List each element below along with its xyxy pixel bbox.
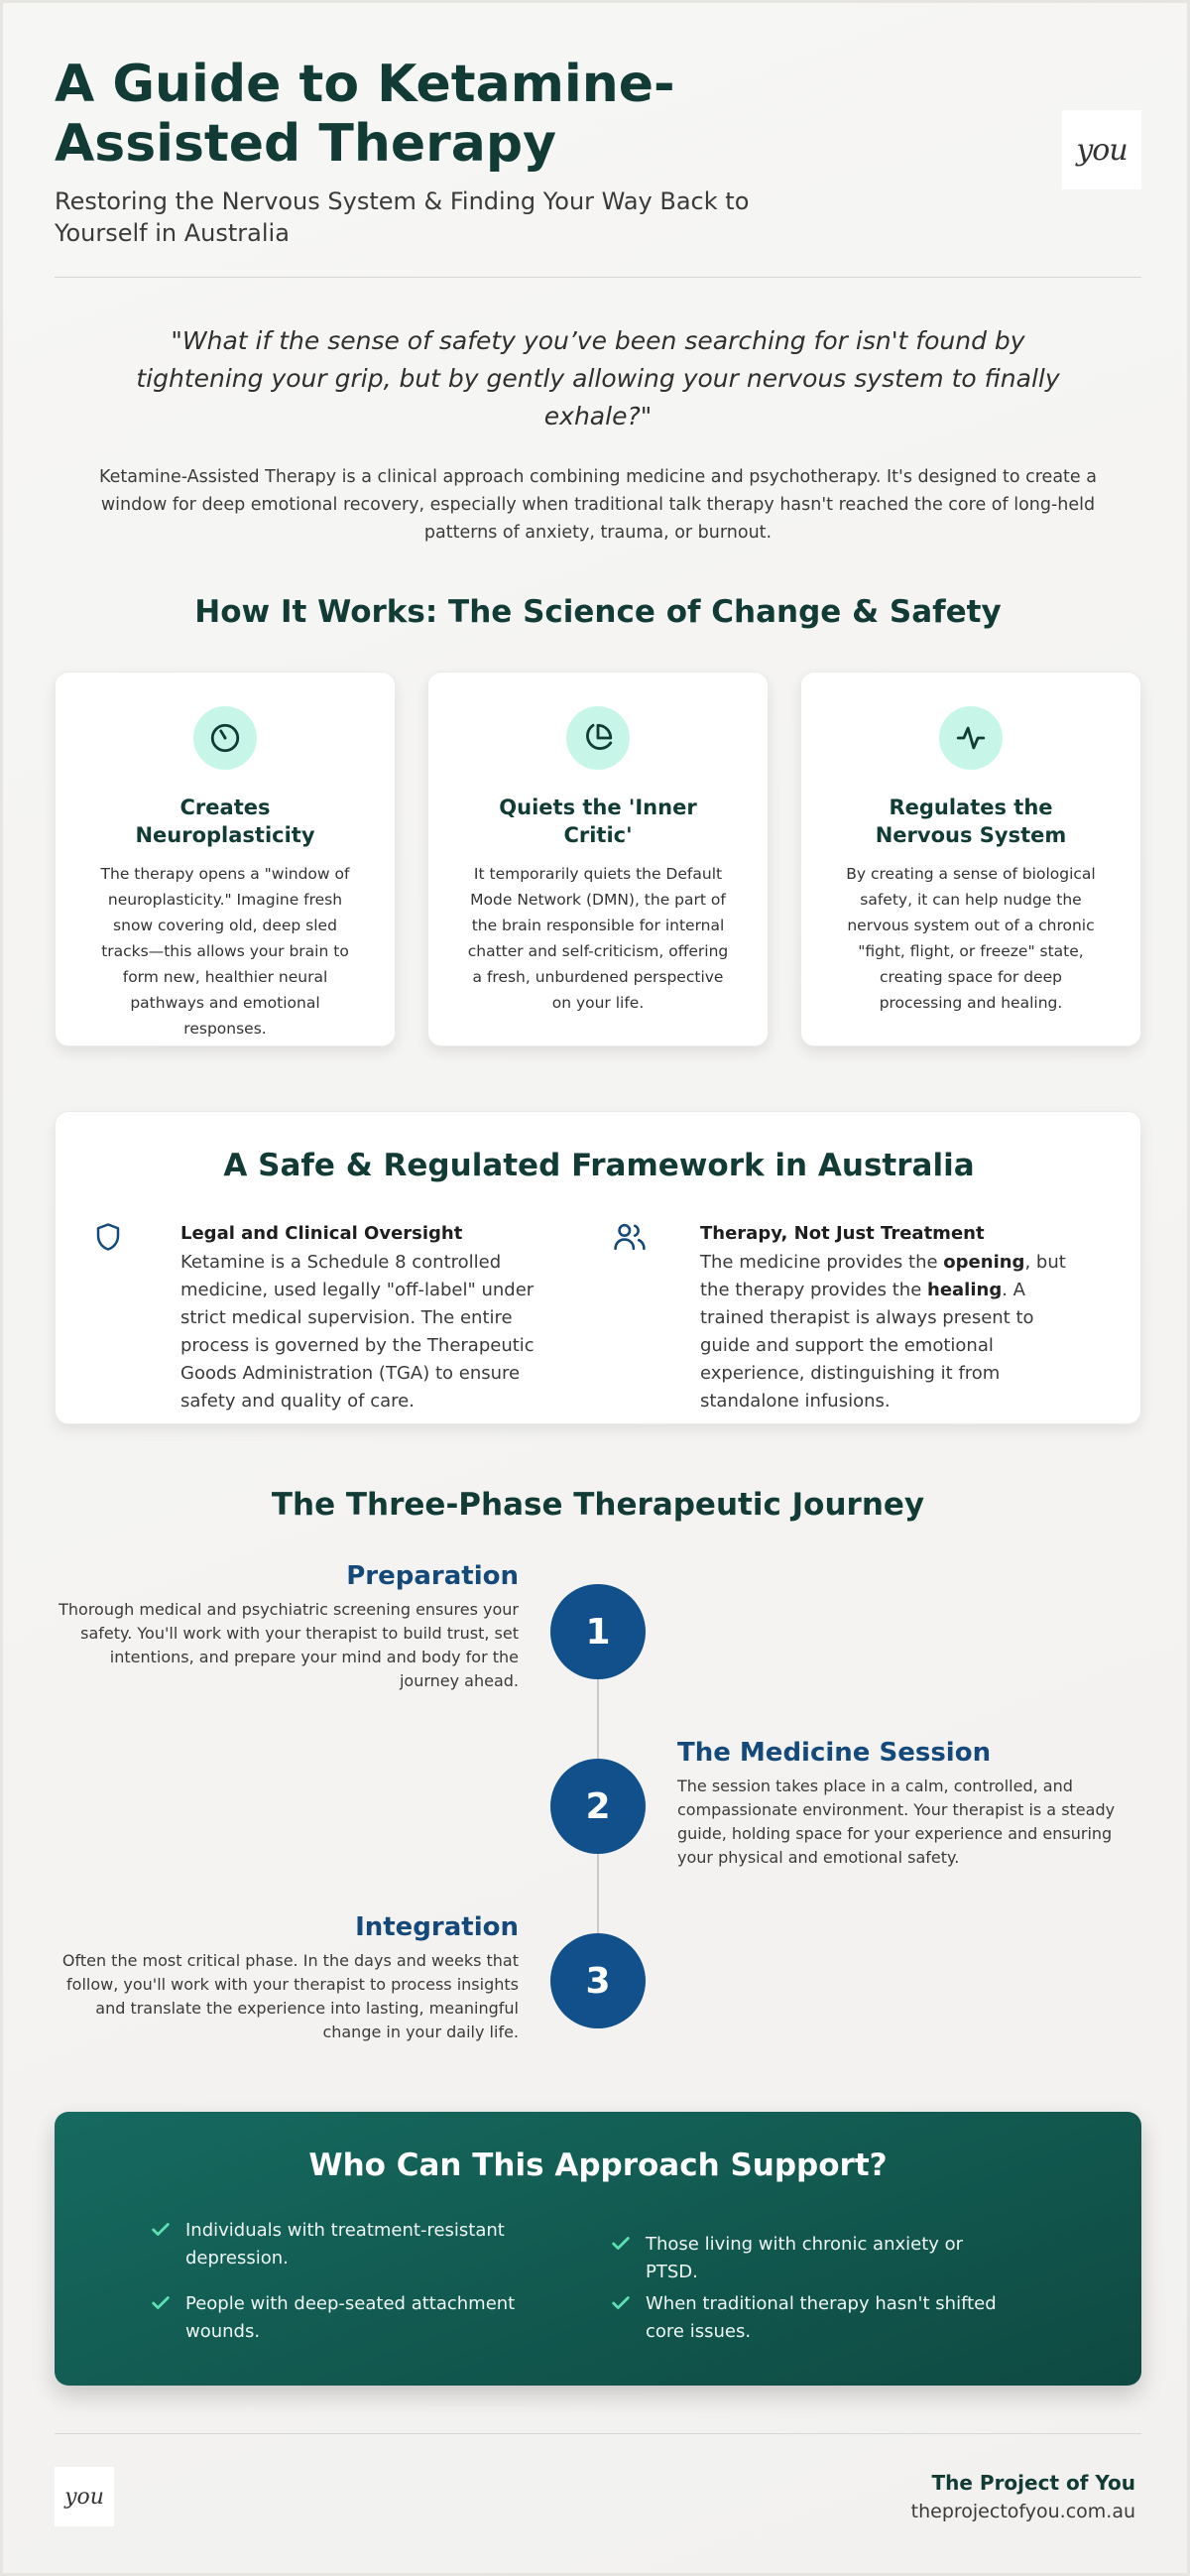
pie-chart-icon (566, 706, 630, 770)
footer-logo: you (55, 2467, 114, 2526)
card-text: The therapy opens a "window of neuroplasticity." Imagine fresh snow covering old, deep sled tracks—this allows your brain to form new, healthier neural pathways and emotional responses. (100, 865, 350, 1038)
phase-integration (55, 1911, 519, 2044)
phase-medicine-session (677, 1737, 1141, 1870)
intro-quote: "What if the sense of safety you’ve been searching for isn't found by tightening your grip, but by gently allowing your nervous system to finally exhale?" (136, 326, 1060, 430)
footer-website-link[interactable]: theprojectofyou.com.au (910, 2501, 1135, 2522)
framework-therapy (613, 1221, 1079, 1415)
journey-heading: The Three-Phase Therapeutic Journey (271, 1487, 925, 1523)
text-span: . A trained therapist is always present to guide and support the emotional experience, distinguishing it from standalone infusions. (700, 1280, 1034, 1411)
card-text: By creating a sense of biological safety, it can help nudge the nervous system out of a chronic "fight, flight, or freeze" state, creating space for deep processing and healing. (846, 865, 1096, 1012)
brand-logo: you (1062, 110, 1141, 189)
check-icon (610, 2290, 646, 2346)
intro-paragraph: Ketamine-Assisted Therapy is a clinical approach combining medicine and psychotherapy. It's designed to create a window for deep emotional recovery, especially when traditional talk therapy hasn't reached the core of long-held patterns of anxiety, trauma, or burnout. (99, 467, 1097, 543)
phase-title: The Medicine Session (677, 1738, 992, 1768)
support-item (610, 2290, 1007, 2346)
check-icon (610, 2231, 646, 2286)
phase-title: Preparation (346, 1561, 519, 1591)
support-item-text: Those living with chronic anxiety or PTSD. (646, 2234, 964, 2282)
framework-legal-title: Legal and Clinical Oversight (180, 1223, 463, 1244)
card-nervous-system (800, 672, 1141, 1046)
framework-panel (55, 1111, 1141, 1424)
text-span: , but the therapy provides the (700, 1252, 1066, 1300)
header (55, 55, 1141, 249)
bold-opening: opening (943, 1252, 1025, 1273)
framework-therapy-text (700, 1249, 1079, 1415)
support-heading: Who Can This Approach Support? (308, 2147, 888, 2183)
footer-info (911, 2471, 1135, 2522)
phase-number-1: 1 (550, 1584, 646, 1679)
framework-therapy-title: Therapy, Not Just Treatment (700, 1223, 985, 1244)
support-item-text: When traditional therapy hasn't shifted core issues. (646, 2293, 997, 2342)
card-title: Quiets the 'Inner Critic' (499, 796, 697, 847)
divider (55, 277, 1141, 278)
check-icon (150, 2290, 185, 2346)
phase-text: Thorough medical and psychiatric screening ensures your safety. You'll work with your therapist to build trust, set intentions, and prepare your mind and body for the journey ahead. (59, 1600, 519, 1690)
text-span: The medicine provides the (700, 1252, 944, 1273)
phase-text: The session takes place in a calm, controlled, and compassionate environment. Your therapist is a steady guide, holding space for your experience and ensuring your physical and emotional safety. (677, 1777, 1116, 1867)
footer-org-name: The Project of You (931, 2471, 1135, 2495)
support-item (610, 2231, 1007, 2286)
users-icon (613, 1221, 647, 1257)
phase-number-2: 2 (550, 1759, 646, 1854)
shield-icon (93, 1221, 123, 1257)
card-text: It temporarily quiets the Default Mode Network (DMN), the part of the brain responsible for internal chatter and self-criticism, offering a fresh, unburdened perspective on your life. (467, 865, 729, 1012)
pulse-icon (939, 706, 1003, 770)
support-item-text: People with deep-seated attachment wounds. (185, 2293, 516, 2342)
framework-heading: A Safe & Regulated Framework in Australia (223, 1148, 975, 1183)
bold-healing: healing (927, 1280, 1003, 1300)
phase-preparation (55, 1560, 519, 1693)
card-inner-critic (427, 672, 769, 1046)
how-it-works-heading: How It Works: The Science of Change & Safety (194, 594, 1002, 630)
clock-icon (193, 706, 257, 770)
card-title: Creates Neuroplasticity (135, 796, 315, 847)
card-neuroplasticity (55, 672, 396, 1046)
phase-text: Often the most critical phase. In the days and weeks that follow, you'll work with your therapist to process insights and translate the experience into lasting, meaningful change in your daily life. (61, 1951, 519, 2041)
phase-number-3: 3 (550, 1933, 646, 2028)
page-subtitle: Restoring the Nervous System & Finding Your Way Back to Yourself in Australia (55, 187, 750, 247)
phase-title: Integration (355, 1912, 519, 1942)
support-item (150, 2290, 546, 2346)
card-title: Regulates the Nervous System (875, 796, 1067, 847)
page-title: A Guide to Ketamine-Assisted Therapy (55, 55, 675, 174)
support-item-text: Individuals with treatment-resistant depression. (185, 2220, 505, 2269)
footer-divider (55, 2433, 1141, 2434)
framework-legal (93, 1221, 559, 1415)
framework-legal-text: Ketamine is a Schedule 8 controlled medicine, used legally "off-label" under strict medical supervision. The entire process is governed by the Therapeutic Goods Administration (TGA) to ensure safety and quality of care. (180, 1252, 535, 1411)
support-panel (55, 2112, 1141, 2386)
support-item (150, 2217, 546, 2272)
check-icon (150, 2217, 185, 2272)
